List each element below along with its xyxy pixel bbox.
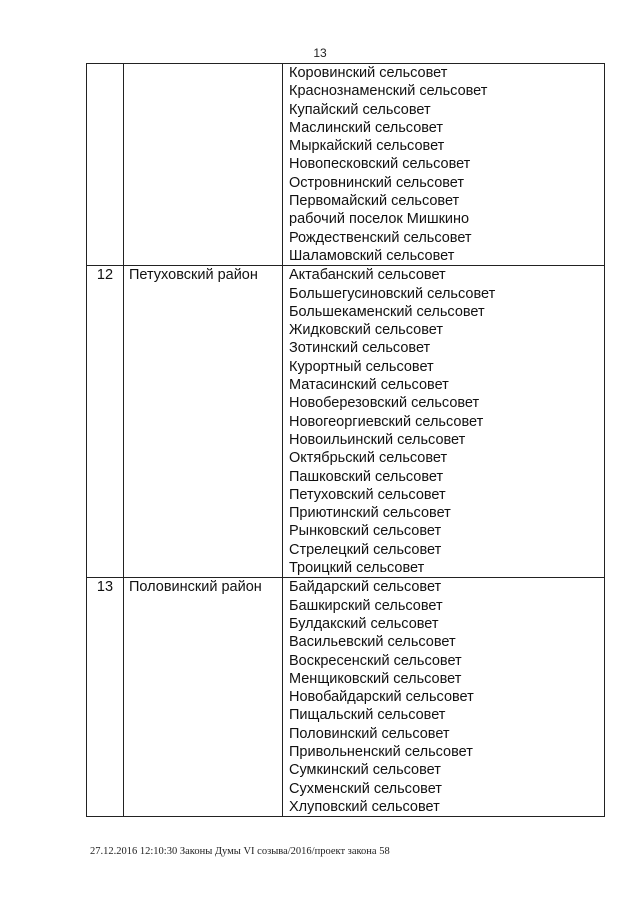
table-row bbox=[87, 64, 605, 266]
council-item: Менщиковский сельсовет bbox=[289, 670, 462, 687]
districts-table bbox=[86, 63, 605, 817]
council-item: Рынковский сельсовет bbox=[289, 523, 442, 540]
councils-list bbox=[283, 64, 605, 266]
council-item: Купайский сельсовет bbox=[289, 101, 431, 118]
row-number: 12 bbox=[87, 266, 124, 578]
council-item: Рождественский сельсовет bbox=[289, 229, 472, 246]
council-item: Сухменский сельсовет bbox=[289, 780, 442, 797]
table-body bbox=[87, 64, 605, 817]
council-item: Байдарский сельсовет bbox=[289, 579, 442, 596]
row-number: 13 bbox=[87, 578, 124, 817]
row-number bbox=[87, 64, 124, 266]
council-item: Пашковский сельсовет bbox=[289, 468, 444, 485]
council-item: Новоильинский сельсовет bbox=[289, 431, 466, 448]
council-item: Маслинский сельсовет bbox=[289, 119, 444, 136]
council-item: Половинский сельсовет bbox=[289, 725, 450, 742]
council-item: Курортный сельсовет bbox=[289, 358, 434, 375]
council-item: Жидковский сельсовет bbox=[289, 322, 443, 339]
councils-list bbox=[283, 578, 605, 817]
council-item: Новобайдарский сельсовет bbox=[289, 689, 474, 706]
council-item: Сумкинский сельсовет bbox=[289, 762, 441, 779]
district-name bbox=[124, 64, 283, 266]
council-item: Стрелецкий сельсовет bbox=[289, 541, 442, 558]
council-item: Башкирский сельсовет bbox=[289, 597, 443, 614]
council-item: Новоберезовский сельсовет bbox=[289, 395, 480, 412]
councils-list bbox=[283, 266, 605, 578]
council-item: Октябрьский сельсовет bbox=[289, 450, 448, 467]
district-name: Половинский район bbox=[124, 578, 283, 817]
council-item: Петуховский сельсовет bbox=[289, 486, 446, 503]
council-item: Актабанский сельсовет bbox=[289, 267, 446, 284]
council-item: Приютинский сельсовет bbox=[289, 505, 451, 522]
council-item: Краснознаменский сельсовет bbox=[289, 83, 488, 100]
council-item: Новогеоргиевский сельсовет bbox=[289, 413, 484, 430]
council-item: Воскресенский сельсовет bbox=[289, 652, 462, 669]
district-name: Петуховский район bbox=[124, 266, 283, 578]
table-row bbox=[87, 578, 605, 817]
council-item: Зотинский сельсовет bbox=[289, 340, 431, 357]
council-item: Островнинский сельсовет bbox=[289, 174, 465, 191]
document-footer: 27.12.2016 12:10:30 Законы Думы VI созыва/2016/проект закона 58 bbox=[90, 846, 390, 857]
council-item: Васильевский сельсовет bbox=[289, 634, 456, 651]
council-item: Первомайский сельсовет bbox=[289, 193, 460, 210]
council-item: Коровинский сельсовет bbox=[289, 65, 448, 81]
council-item: Шаламовский сельсовет bbox=[289, 247, 455, 264]
council-item: Матасинский сельсовет bbox=[289, 377, 449, 394]
council-item: Пищальский сельсовет bbox=[289, 707, 446, 724]
council-item: Привольненский сельсовет bbox=[289, 743, 473, 760]
page-number: 13 bbox=[313, 46, 327, 60]
council-item: Большекаменский сельсовет bbox=[289, 303, 485, 320]
council-item: Большегусиновский сельсовет bbox=[289, 285, 496, 302]
council-item: Мыркайский сельсовет bbox=[289, 138, 445, 155]
table-row bbox=[87, 266, 605, 578]
council-item: рабочий поселок Мишкино bbox=[289, 211, 470, 228]
council-item: Новопесковский сельсовет bbox=[289, 156, 471, 173]
council-item: Булдакский сельсовет bbox=[289, 615, 439, 632]
council-item: Троицкий сельсовет bbox=[289, 560, 425, 577]
council-item: Хлуповский сельсовет bbox=[289, 798, 440, 815]
